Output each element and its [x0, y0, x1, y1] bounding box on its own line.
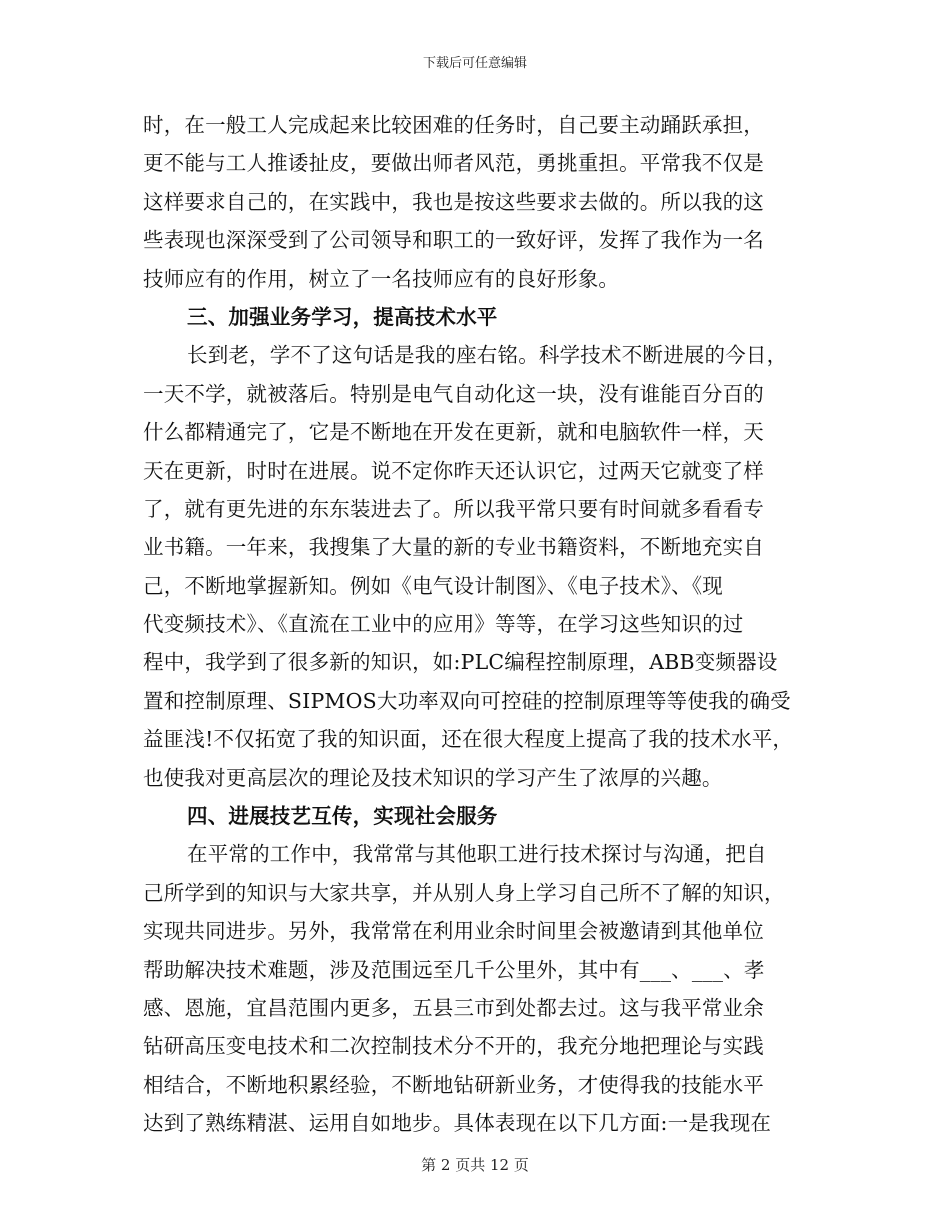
body-line: 代变频技术》、《直流在工业中的应用》等等，在学习这些知识的过 [143, 612, 744, 637]
body-line: 己所学到的知识与大家共享，并从别人身上学习自己所不了解的知识， [143, 880, 785, 905]
body-line: 程中，我学到了很多新的知识，如:PLC编程控制原理，ABB变频器设 [143, 650, 778, 675]
body-line: 也使我对更高层次的理论及技术知识的学习产生了浓厚的兴趣。 [143, 765, 723, 790]
section-heading: 三、加强业务学习，提高技术水平 [187, 304, 498, 329]
body-line: 一天不学，就被落后。特别是电气自动化这一块，没有谁能百分百的 [143, 381, 764, 406]
document-body [143, 106, 823, 1143]
body-line: 天在更新，时时在进展。说不定你昨天还认识它，过两天它就变了样 [143, 458, 764, 483]
body-line: 达到了熟练精湛、运用自如地步。具体表现在以下几方面:一是我现在 [143, 1111, 772, 1136]
body-line: 什么都精通完了，它是不断地在开发在更新，就和电脑软件一样，天 [143, 420, 764, 445]
body-line: 技师应有的作用，树立了一名技师应有的良好形象。 [143, 266, 620, 291]
body-line: 更不能与工人推诿扯皮，要做出师者风范，勇挑重担。平常我不仅是 [143, 151, 764, 176]
body-line: 些表现也深深受到了公司领导和职工的一致好评，发挥了我作为一名 [143, 228, 764, 253]
body-line: 钻研高压变电技术和二次控制技术分不开的，我充分地把理论与实践 [143, 1034, 764, 1059]
page-footer: 第 2 页共 12 页 [421, 1156, 529, 1174]
page-header: 下载后可任意编辑 [422, 56, 527, 71]
body-line: 置和控制原理、SIPMOS大功率双向可控硅的控制原理等等使我的确受 [143, 688, 791, 713]
body-line: 长到老，学不了这句话是我的座右铭。科学技术不断进展的今日， [187, 343, 788, 368]
body-line: 感、恩施，宜昌范围内更多，五县三市到处都去过。这与我平常业余 [143, 995, 764, 1020]
body-line: 这样要求自己的，在实践中，我也是按这些要求去做的。所以我的这 [143, 189, 764, 214]
body-line: 益匪浅!不仅拓宽了我的知识面，还在很大程度上提高了我的技术水平， [143, 727, 794, 752]
body-line: 帮助解决技术难题，涉及范围远至几千公里外，其中有___、___、孝 [143, 957, 765, 982]
body-line: 业书籍。一年来，我搜集了大量的新的专业书籍资料，不断地充实自 [143, 535, 764, 560]
body-line: 了，就有更先进的东东装进去了。所以我平常只要有时间就多看看专 [143, 496, 764, 521]
body-line: 己，不断地掌握新知。例如《电气设计制图》、《电子技术》、《现 [143, 573, 723, 598]
body-line: 在平常的工作中，我常常与其他职工进行技术探讨与沟通，把自 [187, 842, 767, 867]
body-line: 时，在一般工人完成起来比较困难的任务时，自己要主动踊跃承担， [143, 113, 764, 137]
section-heading: 四、进展技艺互传，实现社会服务 [187, 804, 498, 829]
body-line: 相结合，不断地积累经验，不断地钻研新业务，才使得我的技能水平 [143, 1072, 764, 1097]
body-line: 实现共同进步。另外，我常常在利用业余时间里会被邀请到其他单位 [143, 919, 764, 944]
